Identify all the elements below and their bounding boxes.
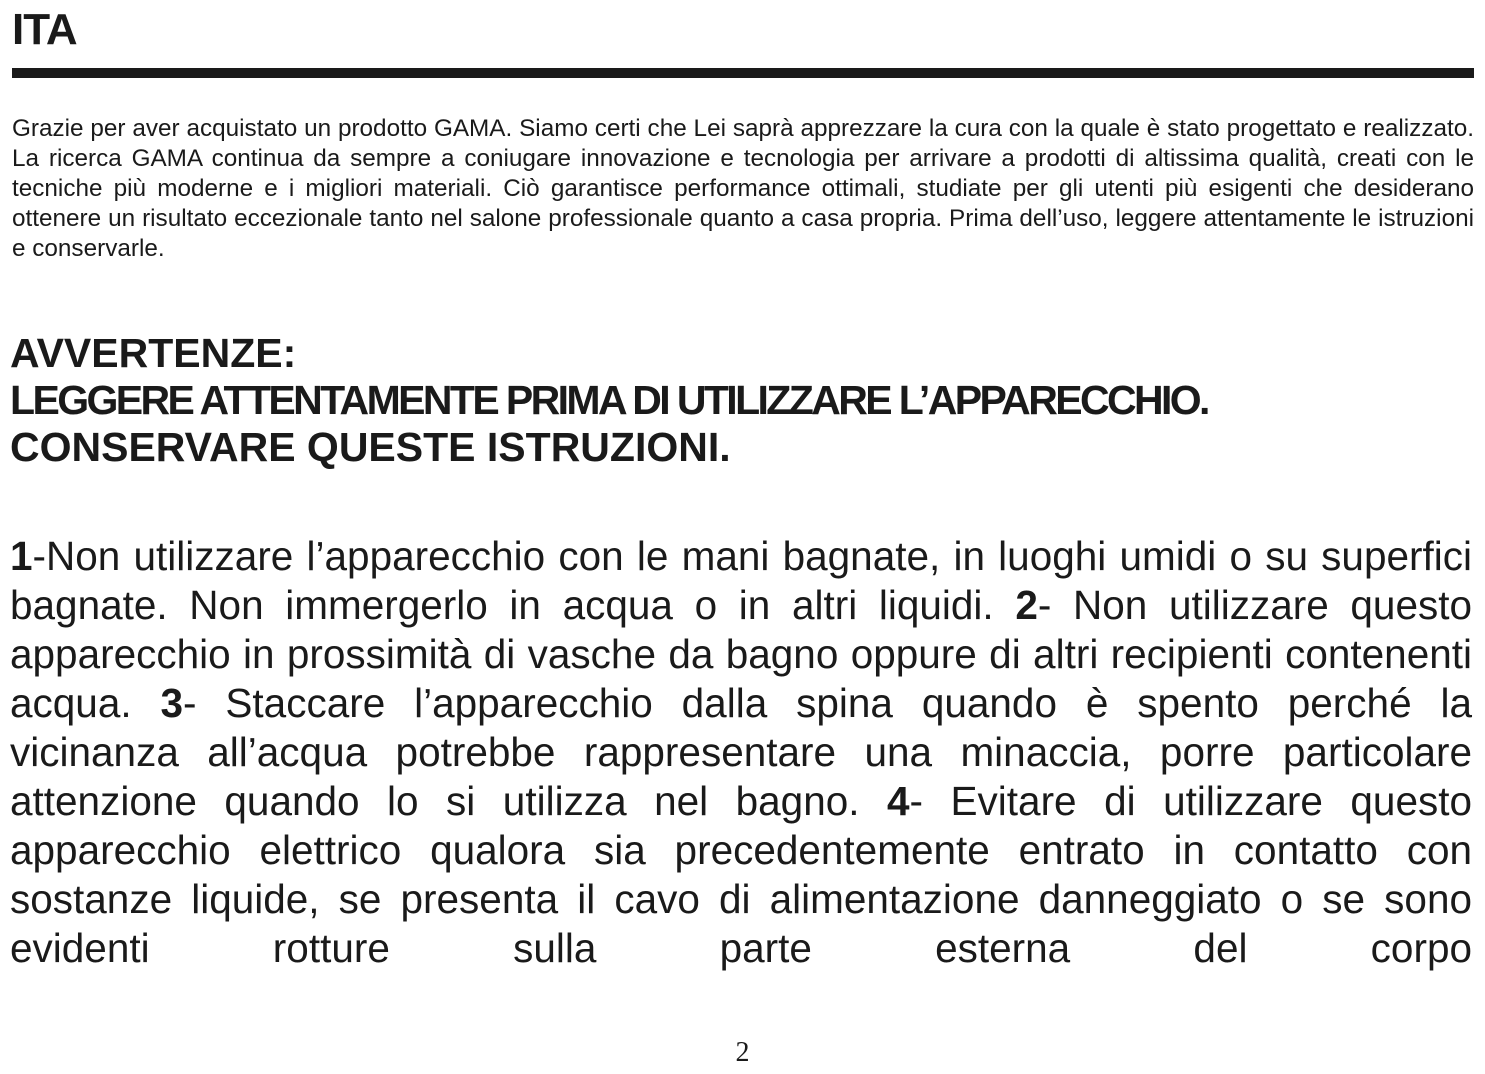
warning-text: -Non utilizzare l’apparecchio con le mani bagnate, in luoghi umidi o su superfici bagnate. Non immergerlo in acqua o in altri liquidi. xyxy=(10,533,1472,628)
warning-number: 3 xyxy=(160,680,184,726)
page-number: 2 xyxy=(735,1037,750,1068)
warnings-keep-instructions: CONSERVARE QUESTE ISTRUZIONI. xyxy=(10,424,731,470)
warning-number: 4 xyxy=(887,778,910,824)
intro-paragraph: Grazie per aver acquistato un prodotto GAMA. Siamo certi che Lei saprà apprezzare la cura con la quale è stato progettato e realizzato. La ricerca GAMA continua da sempre a coniugare innovazione e tecnologia per arrivare a prodotti di altissima qualità, creati con le tecniche più moderne e i migliori materiali. Ciò garantisce performance ottimali, studiate per gli utenti più esigenti che desiderano ottenere un risultato eccezionale tanto nel salone professionale quanto a casa propria. Prima dell’uso, leggere attentamente le istruzioni e conservarle. xyxy=(12,115,1474,262)
warnings-title: AVVERTENZE: xyxy=(10,330,297,376)
warnings-list xyxy=(10,532,1472,973)
warning-text: - Staccare l’apparecchio dalla spina quando è spento perché la vicinanza all’acqua potrebbe rappresentare una minaccia, porre particolare attenzione quando lo si utilizza nel bagno. xyxy=(10,680,1472,824)
warning-number: 2 xyxy=(1015,582,1038,628)
warnings-read-carefully: LEGGERE ATTENTAMENTE PRIMA DI UTILIZZARE L’APPARECCHIO. xyxy=(10,377,1208,423)
header-divider xyxy=(12,68,1474,78)
warning-text: - Evitare di utilizzare questo apparecchio elettrico qualora sia precedentemente entrato in contatto con sostanze liquide, se presenta il cavo di alimentazione danneggiato o se sono evidenti rotture sulla parte esterna del corpo xyxy=(10,778,1472,971)
warning-number: 1 xyxy=(10,533,33,579)
language-code: ITA xyxy=(12,5,77,54)
warnings-heading xyxy=(10,330,1480,471)
warning-text: - Non utilizzare questo apparecchio in prossimità di vasche da bagno oppure di altri recipienti contenenti acqua. xyxy=(10,582,1472,726)
